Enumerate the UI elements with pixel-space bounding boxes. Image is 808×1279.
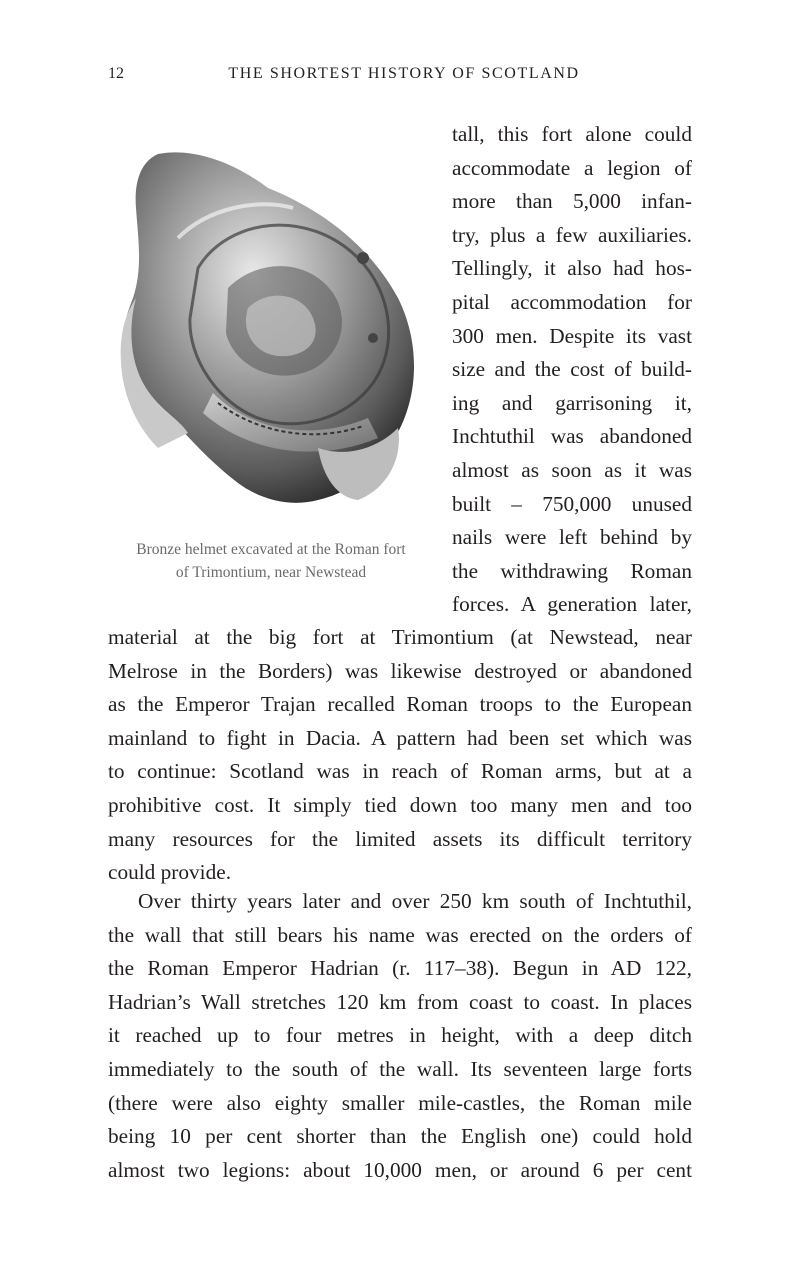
text-line: (there were also eighty smaller mile-castles, the Roman mile <box>108 1090 692 1115</box>
text-line: mainland to fight in Dacia. A pattern had been set which was <box>108 725 692 750</box>
text-line: immediately to the south of the wall. Its seventeen large forts <box>108 1056 692 1081</box>
page-number: 12 <box>108 65 124 82</box>
text-line: prohibitive cost. It simply tied down too many men and too <box>108 792 692 817</box>
text-line: Melrose in the Borders) was likewise destroyed or abandoned <box>108 658 692 683</box>
text-line: could provide. <box>108 860 232 885</box>
text-line: Hadrian’s Wall stretches 120 km from coast to coast. In places <box>108 989 692 1014</box>
text-line: tall, this fort alone could <box>452 122 692 146</box>
paragraph-hadrians-wall <box>108 885 692 1187</box>
text-line: Inchtuthil was abandoned <box>452 424 692 449</box>
text-line: size and the cost of build- <box>452 357 692 382</box>
text-line: more than 5,000 infan- <box>452 189 692 214</box>
figure <box>108 148 434 588</box>
text-line: Over thirty years later and over 250 km south of Inchtuthil, <box>138 889 692 913</box>
text-line: forces. A generation later, <box>452 592 692 617</box>
running-title: THE SHORTEST HISTORY OF SCOTLAND <box>228 65 580 82</box>
text-line: it reached up to four metres in height, with a deep ditch <box>108 1023 692 1048</box>
bronze-helmet-photo <box>118 148 430 528</box>
text-line: pital accommodation for <box>452 289 692 314</box>
text-line: ing and garrisoning it, <box>452 390 692 415</box>
running-header <box>108 65 700 93</box>
text-line: try, plus a few auxiliaries. <box>452 222 692 247</box>
text-line: to continue: Scotland was in reach of Roman arms, but at a <box>108 759 692 784</box>
wrapped-text-column <box>452 118 692 622</box>
text-line: the withdrawing Roman <box>452 558 692 583</box>
text-line: nails were left behind by <box>452 525 692 550</box>
text-line: 300 men. Despite its vast <box>452 323 692 348</box>
text-line: material at the big fort at Trimontium (at Newstead, near <box>108 625 692 649</box>
text-line: built – 750,000 unused <box>452 491 692 516</box>
figure-caption <box>108 538 434 584</box>
text-line: accommodate a legion of <box>452 155 692 180</box>
text-line: almost as soon as it was <box>452 457 692 482</box>
text-line: as the Emperor Trajan recalled Roman troops to the European <box>108 692 692 717</box>
paragraph-continuation <box>108 621 692 890</box>
text-line: the Roman Emperor Hadrian (r. 117–38). Begun in AD 122, <box>108 956 692 981</box>
text-line: almost two legions: about 10,000 men, or around 6 per cent <box>108 1157 692 1182</box>
caption-line: Bronze helmet excavated at the Roman fort <box>136 541 406 558</box>
text-line: many resources for the limited assets its difficult territory <box>108 826 692 851</box>
text-line: the wall that still bears his name was erected on the orders of <box>108 922 692 947</box>
text-line: Tellingly, it also had hos- <box>452 256 692 281</box>
text-line: being 10 per cent shorter than the English one) could hold <box>108 1124 692 1149</box>
caption-line: of Trimontium, near Newstead <box>175 564 367 581</box>
